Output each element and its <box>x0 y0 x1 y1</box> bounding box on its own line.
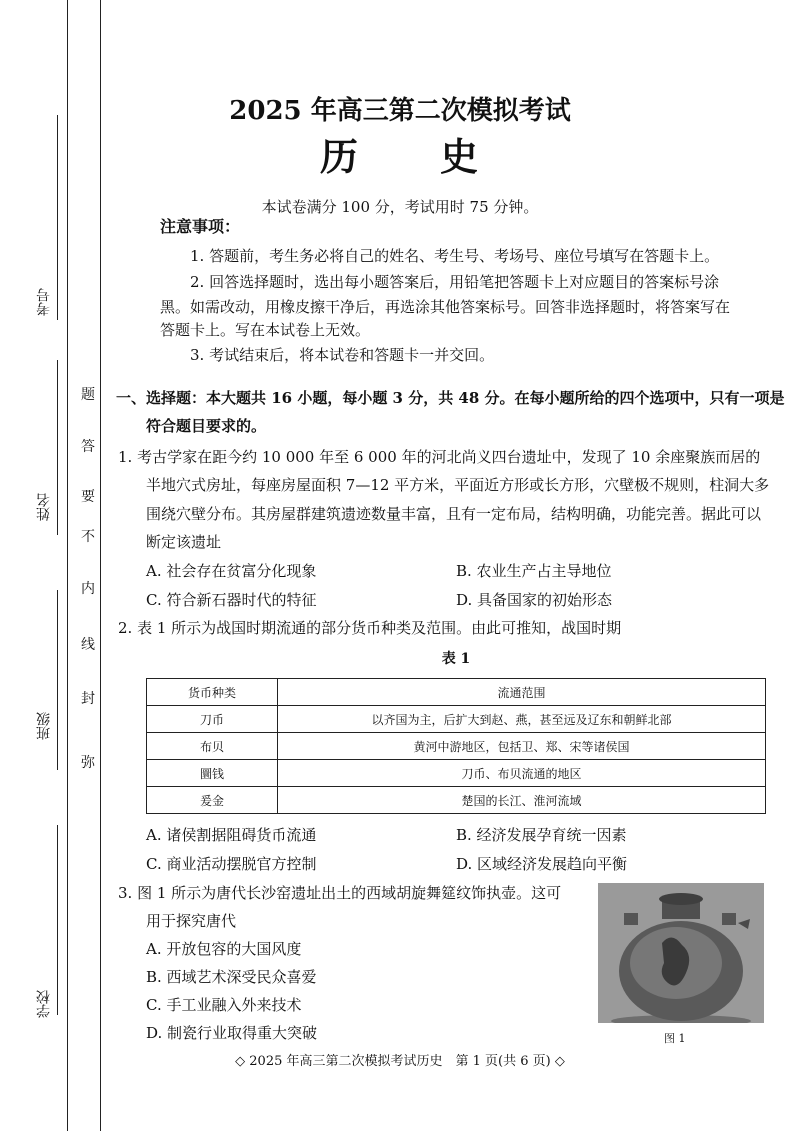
seal-char: 要 <box>81 489 95 505</box>
q1-option-b: B. 农业生产占主导地位 <box>456 562 612 580</box>
q1-stem-line: 围绕穴壁分布。其房屋群建筑遗迹数量丰富，且有一定布局，结构明确，功能完善。据此可以 <box>146 505 762 523</box>
field-school-label: 学校 <box>36 990 52 1018</box>
ewer-photo <box>598 883 764 1023</box>
q3-option-d: D. 制瓷行业取得重大突破 <box>146 1024 318 1042</box>
figure-caption: 图 1 <box>664 1032 686 1045</box>
page-footer: ◇ 2025 年高三第二次模拟考试历史 第 1 页(共 6 页) ◇ <box>235 1054 565 1069</box>
field-class-line <box>57 590 58 770</box>
exam-title: 2025 年高三第二次模拟考试 <box>229 96 571 126</box>
q2-option-a: A. 诸侯割据阻碍货币流通 <box>146 826 317 844</box>
q2-stem: 2. 表 1 所示为战国时期流通的部分货币种类及范围。由此可推知，战国时期 <box>118 619 622 637</box>
table-cell: 圜钱 <box>147 760 278 787</box>
table-cell: 布贝 <box>147 733 278 760</box>
q1-option-d: D. 具备国家的初始形态 <box>456 591 613 609</box>
table-header-row <box>147 679 766 706</box>
notice-heading: 注意事项： <box>160 217 241 236</box>
table-header-cell: 流通范围 <box>278 679 766 706</box>
table-caption: 表 1 <box>441 651 471 667</box>
field-number-label: 考号 <box>36 288 52 316</box>
q1-option-c: C. 符合新石器时代的特征 <box>146 591 317 609</box>
q3-option-c: C. 手工业融入外来技术 <box>146 996 302 1014</box>
q3-option-b: B. 西域艺术深受民众喜爱 <box>146 968 317 986</box>
seal-char: 不 <box>81 529 95 545</box>
q2-option-d: D. 区域经济发展趋向平衡 <box>456 855 628 873</box>
subject-title: 历 史 <box>319 134 480 179</box>
seal-char: 内 <box>81 581 95 597</box>
table-row <box>147 760 766 787</box>
table-cell: 以齐国为主，后扩大到赵、燕，甚至远及辽东和朝鲜北部 <box>278 706 766 733</box>
notice-line: 黑。如需改动，用橡皮擦干净后，再选涂其他答案标号。回答非选择题时，将答案写在 <box>160 298 731 316</box>
seal-char: 线 <box>81 637 95 653</box>
section-heading-cont: 符合题目要求的。 <box>146 417 267 435</box>
q1-stem-line: 1. 考古学家在距今约 10 000 年至 6 000 年的河北尚义四台遗址中，发现了 10 余座聚族而居的 <box>118 448 761 466</box>
notice-line: 2. 回答选择题时，选出每小题答案后，用铅笔把答题卡上对应题目的答案标号涂 <box>190 273 720 291</box>
q1-option-a: A. 社会存在贫富分化现象 <box>146 562 317 580</box>
table-cell: 刀币、布贝流通的地区 <box>278 760 766 787</box>
exam-info: 本试卷满分 100 分，考试用时 75 分钟。 <box>261 198 539 216</box>
field-name-label: 姓名 <box>36 493 52 521</box>
table-header-cell: 货币种类 <box>147 679 278 706</box>
q1-stem-line: 半地穴式房址，每座房屋面积 7—12 平方米，平面近方形或长方形，穴壁极不规则，柱洞大多 <box>146 476 770 494</box>
seal-char: 答 <box>81 439 95 455</box>
table-cell: 楚国的长江、淮河流域 <box>278 787 766 814</box>
table-row <box>147 706 766 733</box>
field-name-line <box>57 360 58 535</box>
notice-line: 1. 答题前，考生务必将自己的姓名、考生号、考场号、座位号填写在答题卡上。 <box>190 247 720 265</box>
currency-table <box>146 678 766 814</box>
table-cell: 刀币 <box>147 706 278 733</box>
seal-char: 题 <box>81 387 95 403</box>
q3-option-a: A. 开放包容的大国风度 <box>146 940 302 958</box>
table-row <box>147 787 766 814</box>
q3-stem: 3. 图 1 所示为唐代长沙窑遗址出土的西域胡旋舞筵纹饰执壶。这可 <box>118 884 562 902</box>
q1-stem-line: 断定该遗址 <box>146 533 222 551</box>
table-row <box>147 733 766 760</box>
seal-char: 封 <box>81 691 95 707</box>
table-cell: 爰金 <box>147 787 278 814</box>
notice-line: 答题卡上。写在本试卷上无效。 <box>160 321 371 339</box>
field-school-line <box>57 825 58 1015</box>
table-cell: 黄河中游地区，包括卫、郑、宋等诸侯国 <box>278 733 766 760</box>
q2-option-b: B. 经济发展孕育统一因素 <box>456 826 627 844</box>
q3-stem-cont: 用于探究唐代 <box>146 912 237 930</box>
section-heading: 一、选择题：本大题共 16 小题，每小题 3 分，共 48 分。在每小题所给的四个选项中，只有一项是 <box>116 389 785 407</box>
q2-option-c: C. 商业活动摆脱官方控制 <box>146 855 317 873</box>
notice-line: 3. 考试结束后，将本试卷和答题卡一并交回。 <box>190 346 495 364</box>
seal-char: 弥 <box>81 755 95 771</box>
field-class-label: 班级 <box>36 712 52 740</box>
